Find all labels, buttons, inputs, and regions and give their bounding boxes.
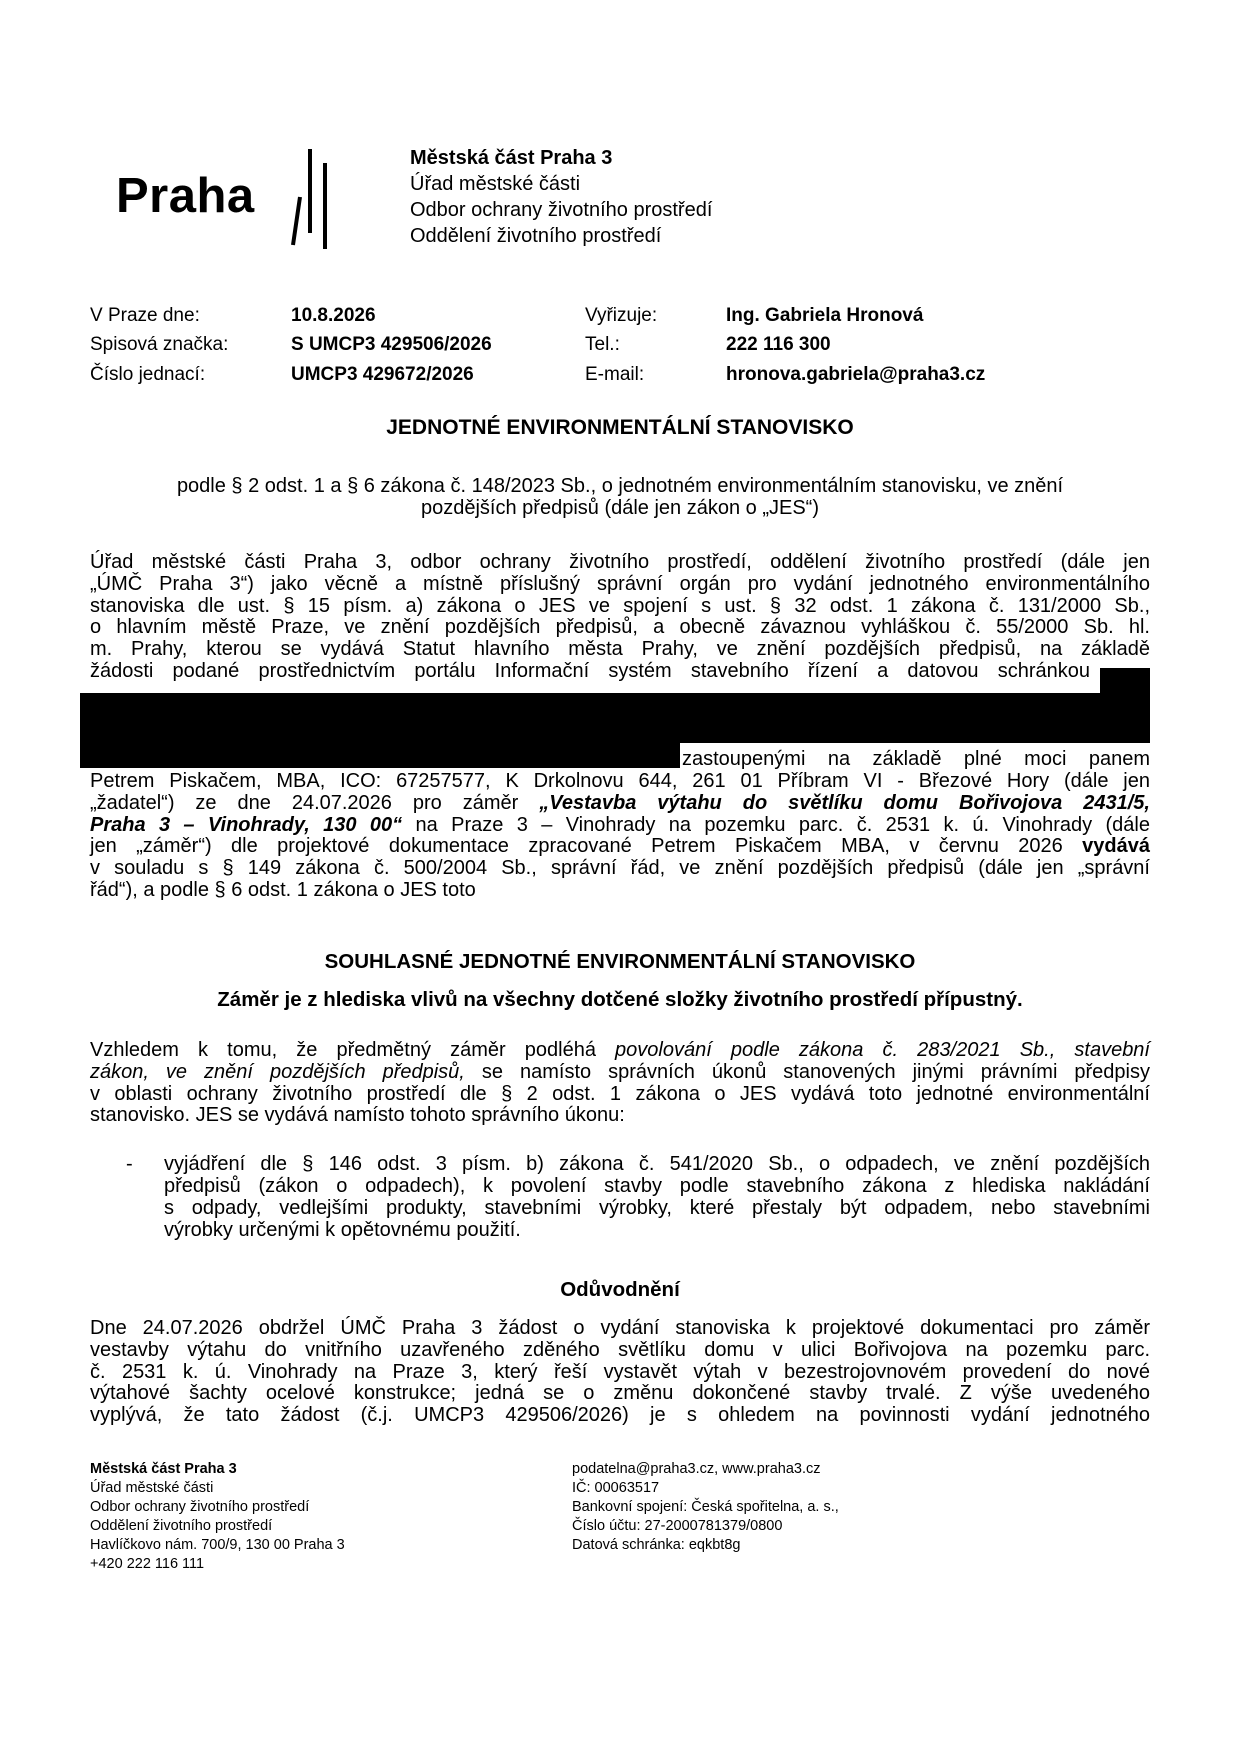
paragraph-line: „ÚMČ Praha 3“) jako věcně a místně příslušný správní orgán pro vydání jednotného environmentálního [90,572,1150,595]
tel-value: 222 116 300 [726,334,831,355]
footer-phone: +420 222 116 111 [90,1556,205,1572]
footer-office: Úřad městské části [90,1480,214,1496]
footer-department: Odbor ochrany životního prostředí [90,1499,310,1515]
paragraph-line: m. Prahy, kterou se vydává Statut hlavního města Prahy, ve znění pozdějších předpisů, na základě [90,638,1150,661]
paragraph-line: s odpady, vedlejšími produkty, stavebními výrobky, které přestaly být odpadem, nebo stavebními [164,1197,1150,1219]
scope-paragraph [90,1040,1150,1127]
decision-statement: Záměr je z hlediska vlivů na všechny dotčené složky životního prostředí přípustný. [217,988,1023,1011]
paragraph-line: předpisů (zákon o odpadech), k povolení stavby podle stavebního zákona z hlediska nakládání [164,1175,1150,1197]
subtitle-line: pozdějších předpisů (dále jen zákon o „JES“) [421,496,819,519]
tel-label: Tel.: [585,334,620,355]
email-label: E-mail: [585,364,645,385]
org-office: Úřad městské části [410,173,581,195]
bullet-marker: - [126,1153,133,1175]
paragraph-line: výrobky určenými k opětovnému použití. [164,1219,521,1241]
paragraph-line: Praha 3 – Vinohrady, 130 00“ na Praze 3 – Vinohrady na pozemku parc. č. 2531 k. ú. Vinohrady (dále [90,813,1150,836]
document-title: JEDNOTNÉ ENVIRONMENTÁLNÍ STANOVISKO [386,416,854,439]
paragraph-line: Dne 24.07.2026 obdržel ÚMČ Praha 3 žádost o vydání stanoviska k projektové dokumentaci pro záměr [90,1317,1150,1339]
intro-paragraph-cont [90,771,1150,902]
paragraph-line: jen „záměr“) dle projektové dokumentace zpracované Petrem Piskačem MBA, v červnu 2026 vydává [90,835,1150,858]
ref-value: UMCP3 429672/2026 [291,364,474,385]
footer-address: Havlíčkovo nám. 700/9, 130 00 Praha 3 [90,1537,345,1553]
paragraph-line: stanovisko. JES se vydává namísto tohoto správního úkonu: [90,1104,625,1127]
paragraph-line: vyplývá, že tato žádost (č.j. UMCP3 429506/2026) je s ohledem na povinnosti vydání jednotného [90,1404,1150,1427]
footer-contacts: podatelna@praha3.cz, www.praha3.cz [572,1461,821,1477]
paragraph-line: řád“), a podle § 6 odst. 1 zákona o JES toto [90,878,476,901]
date-label: V Praze dne: [90,305,200,326]
paragraph-line: výtahové šachty ocelové konstrukce; jedná se o změnu dokončené stavby trvalé. Z výše uvedeného [90,1382,1150,1405]
footer-org-name: Městská část Praha 3 [90,1461,237,1477]
paragraph-line: zákon, ve znění pozdějších předpisů, se namísto správních úkonů stanovených jinými právními předpisy [90,1060,1150,1083]
email-value: hronova.gabriela@praha3.cz [726,364,986,385]
paragraph-line: žádosti podané prostřednictvím portálu Informační systém stavebního řízení a datovou schránkou [90,659,1090,682]
praha-logo-bars-icon [284,145,354,251]
bullet-item [164,1153,1150,1241]
redaction-block [80,693,1150,743]
org-name: Městská část Praha 3 [410,147,613,169]
intro-paragraph-tail [682,749,1150,771]
handler-label: Vyřizuje: [585,305,658,326]
praha-logo-text: Praha [116,169,255,223]
paragraph-line: zastoupenými na základě plné moci panem [682,748,1150,770]
decision-title: SOUHLASNÉ JEDNOTNÉ ENVIRONMENTÁLNÍ STANOVISKO [324,950,916,973]
footer-databox: Datová schránka: eqkbt8g [572,1537,741,1553]
ref-label: Číslo jednací: [90,364,206,385]
paragraph-line: o hlavním městě Praze, ve znění pozdějších předpisů, a obecně závaznou vyhláškou č. 55/2000 Sb. hl. [90,616,1150,639]
paragraph-line: Petrem Piskačem, MBA, ICO: 67257577, K Drkolnovu 644, 261 01 Příbram VI - Březové Hory (dále jen [90,770,1150,792]
paragraph-line: vestavby výtahu do vnitřního uzavřeného zděného světlíku domu v ulici Bořivojova na pozemku parc. [90,1338,1150,1361]
footer-account: Číslo účtu: 27-2000781379/0800 [572,1518,783,1534]
paragraph-line: vyjádření dle § 146 odst. 3 písm. b) zákona č. 541/2020 Sb., o odpadech, ve znění pozdějších [164,1153,1150,1175]
reasoning-title: Odůvodnění [560,1278,680,1301]
paragraph-line: v souladu s § 149 zákona č. 500/2004 Sb., správní řád, ve znění pozdějších předpisů (dále jen „správní [90,857,1150,880]
file-value: S UMCP3 429506/2026 [291,334,492,355]
redaction-block [80,738,680,768]
paragraph-line: v oblasti ochrany životního prostředí dle § 2 odst. 1 zákona o JES vydává toto jednotné environmentální [90,1082,1150,1105]
intro-paragraph [90,552,1150,683]
org-department: Odbor ochrany životního prostředí [410,199,713,221]
subtitle-line: podle § 2 odst. 1 a § 6 zákona č. 148/2023 Sb., o jednotném environmentálním stanovisku, ve znění [176,475,1064,497]
document-subtitle [90,476,1150,520]
handler-value: Ing. Gabriela Hronová [726,305,924,326]
paragraph-line: „žadatel“) ze dne 24.07.2026 pro záměr „Vestavba výtahu do světlíku domu Bořivojova 2431/5, [90,791,1150,814]
paragraph-line: stanoviska dle ust. § 15 písm. a) zákona o JES ve spojení s ust. § 32 odst. 1 zákona č. 131/2000 Sb., [90,594,1150,617]
reasoning-paragraph [90,1318,1150,1427]
footer-company-id: IČ: 00063517 [572,1480,660,1496]
footer-bank: Bankovní spojení: Česká spořitelna, a. s., [572,1499,839,1515]
file-label: Spisová značka: [90,334,229,355]
org-division: Oddělení životního prostředí [410,225,662,247]
paragraph-line: Úřad městské části Praha 3, odbor ochrany životního prostředí, oddělení životního prostředí (dále jen [90,551,1150,573]
paragraph-line: č. 2531 k. ú. Vinohrady na Praze 3, který řeší vystavět výtah v bezestrojovnovém provedení do nové [90,1360,1150,1383]
date-value: 10.8.2026 [291,305,376,326]
paragraph-line: Vzhledem k tomu, že předmětný záměr podléhá povolování podle zákona č. 283/2021 Sb., stavební [90,1039,1150,1061]
footer-division: Oddělení životního prostředí [90,1518,273,1534]
